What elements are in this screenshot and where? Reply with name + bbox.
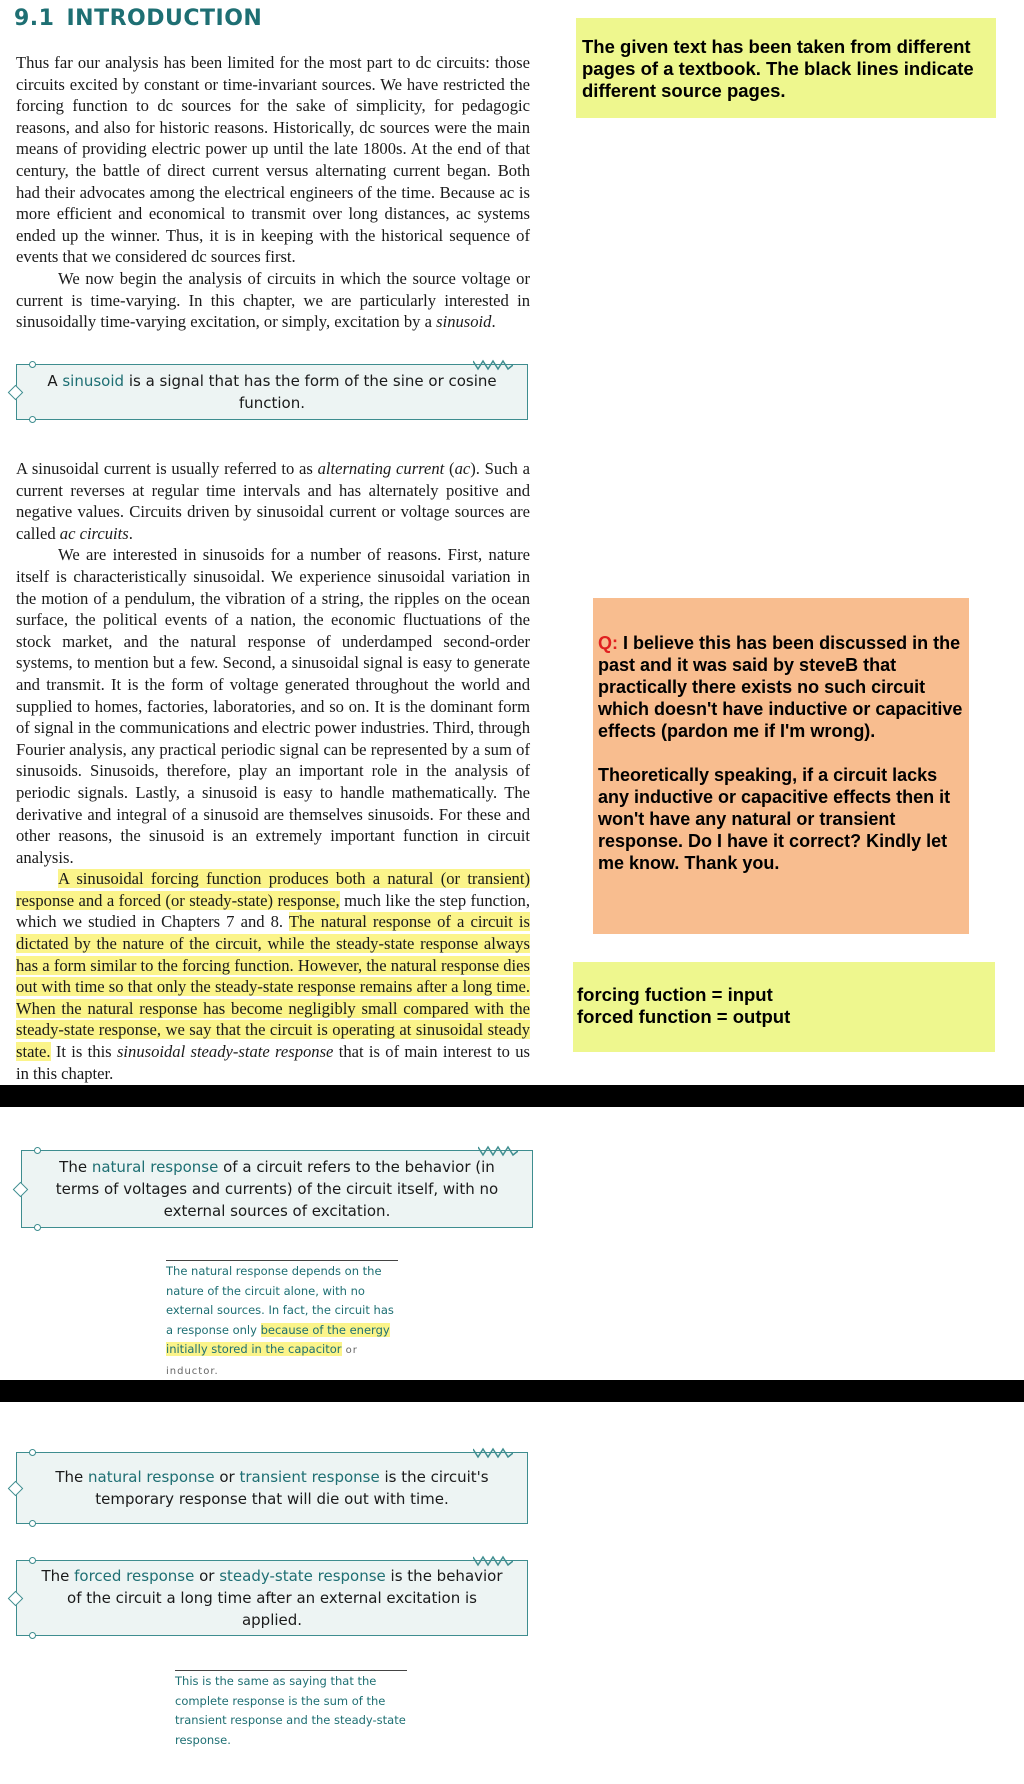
section-heading <box>14 6 262 31</box>
intro-paragraph-1 <box>16 52 530 333</box>
definition-transient-response <box>16 1452 528 1524</box>
corner-dot-icon <box>29 416 36 423</box>
highlighted-text: because of the energy initially stored in the capacitor <box>166 1322 390 1356</box>
diamond-marker-icon <box>13 1182 29 1198</box>
paragraph-time-varying: We now begin the analysis of circuits in which the source voltage or current is time-varying. In this chapter, we are particularly interested in sinusoidally time-varying excitation, or simply, excitation by a sinusoid. <box>16 268 530 332</box>
diamond-marker-icon <box>8 1591 24 1607</box>
definition-text: The natural response of a circuit refers to the behavior (in terms of voltages and currents) of the circuit itself, with no external sources of excitation. <box>55 1158 499 1220</box>
section-number: 9.1 <box>14 6 55 31</box>
highlighted-text: The natural response of a circuit is dictated by the nature of the circuit, while the steady-state response always has a form similar to the forcing function. However, the natural response dies out with time so that only the steady-state response remains after a long time. When the natural response has become negligibly small compared with the steady-state response, we say that the circuit is operating at sinusoidal steady state. <box>16 912 530 1062</box>
definition-text: The forced response or steady-state response is the behavior of the circuit a long time after an external excitation is applied. <box>41 1567 503 1629</box>
zigzag-icon <box>473 1444 513 1460</box>
definition-forced-response <box>16 1560 528 1636</box>
definition-text: The natural response or transient response is the circuit's temporary response that will die out with time. <box>55 1468 489 1508</box>
definition-sinusoid <box>16 364 528 420</box>
annotation-source-note: The given text has been taken from different pages of a textbook. The black lines indicate different source pages. <box>576 18 996 118</box>
corner-dot-icon <box>34 1147 41 1154</box>
margin-note-natural: The natural response depends on the nature of the circuit alone, with no external sources. In fact, the circuit has a response only because of the energy initially stored in the capacitor or inductor. <box>166 1260 398 1381</box>
corner-dot-icon <box>29 1557 36 1564</box>
definition-text: A sinusoid is a signal that has the form of the sine or cosine function. <box>47 372 497 412</box>
question-paragraph-2: Theoretically speaking, if a circuit lacks any inductive or capacitive effects then it won't have any natural or transient response. Do I have it correct? Kindly let me know. Thank you. <box>598 765 951 873</box>
question-paragraph-1: Q: I believe this has been discussed in the past and it was said by steveB that practically there exists no such circuit which doesn't have inductive or capacitive effects (pardon me if I'm wrong). <box>598 633 963 741</box>
diamond-marker-icon <box>8 1481 24 1497</box>
annotation-forcing-definition <box>573 962 995 1052</box>
paragraph-natural-forced: A sinusoidal forcing function produces both a natural (or transient) response and a forced (or steady-state) response, much like the step function, which we studied in Chapters 7 and 8. The natural response of a circuit is dictated by the nature of the circuit, while the steady-state response always has a form similar to the forcing function. However, the natural response dies out with time so that only the steady-state response remains after a long time. When the natural response has become negligibly small compared with the steady-state response, we say that the circuit is operating at sinusoidal steady state. It is this sinusoidal steady-state response that is of main interest to us in this chapter. <box>16 869 530 1083</box>
annotation-question <box>593 598 969 934</box>
corner-dot-icon <box>29 1632 36 1639</box>
page-separator <box>0 1380 1024 1402</box>
paragraph-sinusoid-reasons: We are interested in sinusoids for a number of reasons. First, nature itself is characteristically sinusoidal. We experience sinusoidal variation in the motion of a pendulum, the vibration of a string, the ripples on the ocean surface, the political events of a nation, the economic fluctuations of the stock market, and the natural response of underdamped second-order systems, to mention but a few. Second, a sinusoidal signal is easy to generate and transmit. It is the form of voltage generated throughout the world and supplied to homes, factories, laboratories, and so on. It is the dominant form of signal in the communications and electric power industries. Third, through Fourier analysis, any practical periodic signal can be represented by a sum of sinusoids. Sinusoids, therefore, play an important role in the analysis of periodic signals. Lastly, a sinusoid is easy to handle mathematically. The derivative and integral of a sinusoid are themselves sinusoids. For these and other reasons, the sinusoid is an extremely important function in circuit analysis. <box>16 545 530 867</box>
definition-natural-response <box>21 1150 533 1228</box>
question-label: Q: <box>598 633 618 653</box>
forced-line: forced function = output <box>577 1006 791 1027</box>
zigzag-icon <box>473 1552 513 1568</box>
highlighted-text: A sinusoidal forcing function produces both a natural (or transient) response and a forced (or steady-state) response, <box>16 869 530 910</box>
zigzag-icon <box>478 1142 518 1158</box>
diamond-marker-icon <box>8 385 24 401</box>
corner-dot-icon <box>29 1449 36 1456</box>
corner-dot-icon <box>29 1520 36 1527</box>
paragraph-dc-history: Thus far our analysis has been limited for the most part to dc circuits: those circuits excited by constant or time-invariant sources. We have restricted the forcing function to dc sources for the sake of simplicity, for pedagogic reasons, and also for historic reasons. Historically, dc sources were the main means of providing electric power up until the late 1800s. At the end of that century, the battle of direct current versus alternating current began. Both had their advocates among the electrical engineers of the time. Because ac is more efficient and economical to transmit over long distances, ac systems ended up the winner. Thus, it is in keeping with the historical sequence of events that we considered dc sources first. <box>16 53 530 267</box>
corner-dot-icon <box>29 361 36 368</box>
corner-dot-icon <box>34 1224 41 1231</box>
paragraph-ac-definition: A sinusoidal current is usually referred to as alternating current (ac). Such a current reverses at regular time intervals and has alternately positive and negative values. Circuits driven by sinusoidal current or voltage sources are called ac circuits. We are interested in sinusoids for a number of reasons. First, nature itself is characteristically sinusoidal. We experience sinusoidal variation in the motion of a pendulum, the vibration of a string, the ripples on the ocean surface, the political events of a nation, the economic fluctuations of the stock market, and the natural response of underdamped second-order systems, to mention but a few. Second, a sinusoidal signal is easy to generate and transmit. It is the form of voltage generated throughout the world and supplied to homes, factories, laboratories, and so on. It is the dominant form of signal in the communications and electric power industries. Third, through Fourier analysis, any practical periodic signal can be represented by a sum of sinusoids. Sinusoids, therefore, play an important role in the analysis of periodic signals. Lastly, a sinusoid is easy to handle mathematically. The derivative and integral of a sinusoid are themselves sinusoids. For these and other reasons, the sinusoid is an extremely important function in circuit analysis. A sinusoidal forcing function produces both a natural (or transient) response and a forced (or steady-state) response, much like the step function, which we studied in Chapters 7 and 8. The natural response of a circuit is dictated by the nature of the circuit, while the steady-state response always has a form similar to the forcing function. However, the natural response dies out with time so that only the steady-state response remains after a long time. When the natural response has become negligibly small compared with the steady-state response, we say that the circuit is operating at sinusoidal steady state. It is this sinusoidal steady-state response that is of main interest to us in this chapter. <box>16 459 530 1083</box>
zigzag-icon <box>473 356 513 372</box>
section-title: INTRODUCTION <box>66 6 263 31</box>
page-separator <box>0 1085 1024 1107</box>
margin-note-complete-response: This is the same as saying that the complete response is the sum of the transient response and the steady-state response. <box>175 1670 407 1750</box>
forcing-line: forcing fuction = input <box>577 984 773 1005</box>
